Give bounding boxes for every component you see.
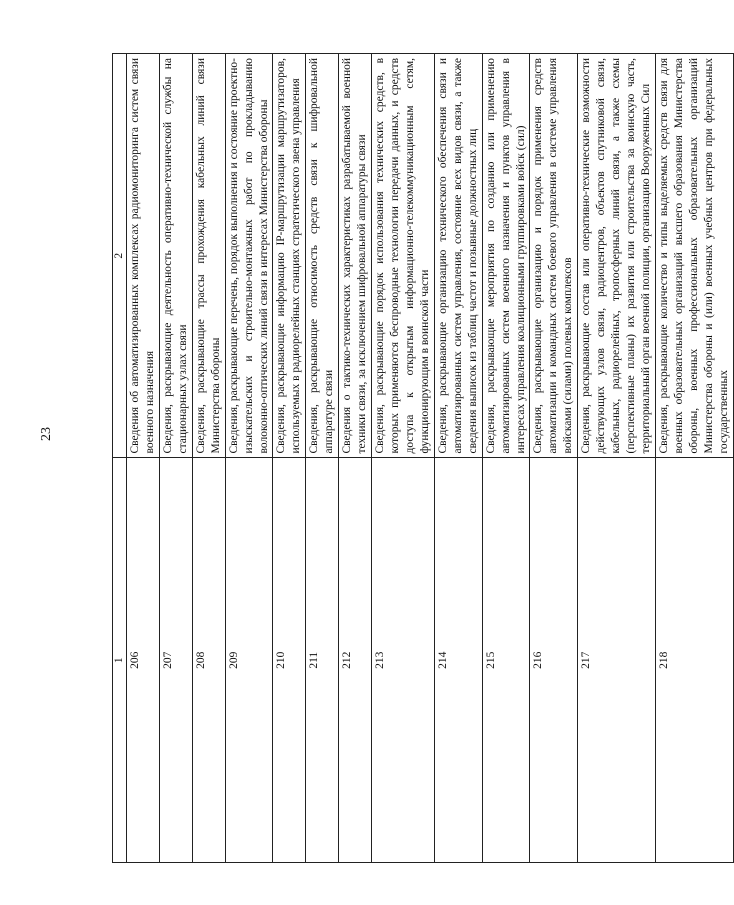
- table-row: [273, 54, 306, 863]
- page-number: 23: [39, 427, 54, 441]
- row-text: Сведения, раскрывающие организацию и порядок применения средств автоматизации и командных систем боевого управления в системе управления войсками (силами) полевых комплексов: [530, 54, 578, 459]
- row-text: Сведения, раскрывающие информацию IP-маршрутизации маршрутизаторов, используемых в радиорелейных станциях стратегического звена управления: [273, 54, 306, 459]
- row-text: Сведения, раскрывающие порядок использования технических средств, в которых применяются беспроводные технологии передачи данных, и средств доступа к открытым информационно-телекоммуникационным сетям, функционирующим в воинской части: [372, 54, 435, 459]
- row-number: 215: [482, 458, 530, 863]
- row-number: 217: [578, 458, 656, 863]
- table-row: [434, 54, 482, 863]
- column-header-number: 1: [113, 458, 127, 863]
- row-number: 207: [159, 458, 192, 863]
- data-table: [112, 53, 734, 863]
- table-row: [339, 54, 372, 863]
- row-number: 216: [530, 458, 578, 863]
- row-text: Сведения, раскрывающие мероприятия по созданию или применению автоматизированных систем военного назначения и пунктов управления в интересах управления коалиционными группировками войск (сил): [482, 54, 530, 459]
- row-text: Сведения, раскрывающие относимость средств связи к шифровальной аппаратуре связи: [306, 54, 339, 459]
- table-header-row: [113, 54, 127, 863]
- table-row: [306, 54, 339, 863]
- row-number: 211: [306, 458, 339, 863]
- row-number: 210: [273, 458, 306, 863]
- table-row: [192, 54, 225, 863]
- row-text: Сведения, раскрывающие деятельность оперативно-технической службы на стационарных узлах связи: [159, 54, 192, 459]
- row-text: Сведения, раскрывающие количество и типы выделяемых средств связи для военных образовательных организаций высшего образования Министерства обороны, военных профессиональных образовательных организаций Министерства обороны и (или) военных учебных центров при федеральных государственных: [655, 54, 733, 459]
- table-row: [372, 54, 435, 863]
- table-row: [127, 54, 160, 863]
- row-number: 208: [192, 458, 225, 863]
- table-row: [530, 54, 578, 863]
- table-row: [159, 54, 192, 863]
- table-row: [655, 54, 733, 863]
- row-text: Сведения, раскрывающие состав или оперативно-технические возможности действующих узлов связи, радиоцентров, объектов спутниковой связи, кабельных, радиорелейных, тропосферных линий связи, а также схемы (перспективные планы) их развития или строительства за воинскую часть, территориальный орган военной полиции, организацию Вооруженных Сил: [578, 54, 656, 459]
- row-number: 218: [655, 458, 733, 863]
- row-text: Сведения о тактико-технических характеристиках разрабатываемой военной техники связи, за исключением шифровальной аппаратуры связи: [339, 54, 372, 459]
- table-row: [482, 54, 530, 863]
- row-text: Сведения, раскрывающие перечень, порядок выполнения и состояние проектно-изыскательских и строительно-монтажных работ по прокладыванию волоконно-оптических линий связи в интересах Министерства обороны: [225, 54, 273, 459]
- row-text: Сведения об автоматизированных комплексах радиомониторинга систем связи военного назначения: [127, 54, 160, 459]
- table-row: [225, 54, 273, 863]
- row-number: 206: [127, 458, 160, 863]
- column-header-description: 2: [113, 54, 127, 459]
- document-body: [112, 53, 730, 863]
- row-number: 209: [225, 458, 273, 863]
- row-text: Сведения, раскрывающие организацию технического обеспечения связи и автоматизированных систем управления, состояние всех видов связи, а также сведения выписок из таблиц частот и позывные должностных лиц: [434, 54, 482, 459]
- row-number: 212: [339, 458, 372, 863]
- row-number: 214: [434, 458, 482, 863]
- row-number: 213: [372, 458, 435, 863]
- table-row: [578, 54, 656, 863]
- row-text: Сведения, раскрывающие трассы прохождения кабельных линий связи Министерства обороны: [192, 54, 225, 459]
